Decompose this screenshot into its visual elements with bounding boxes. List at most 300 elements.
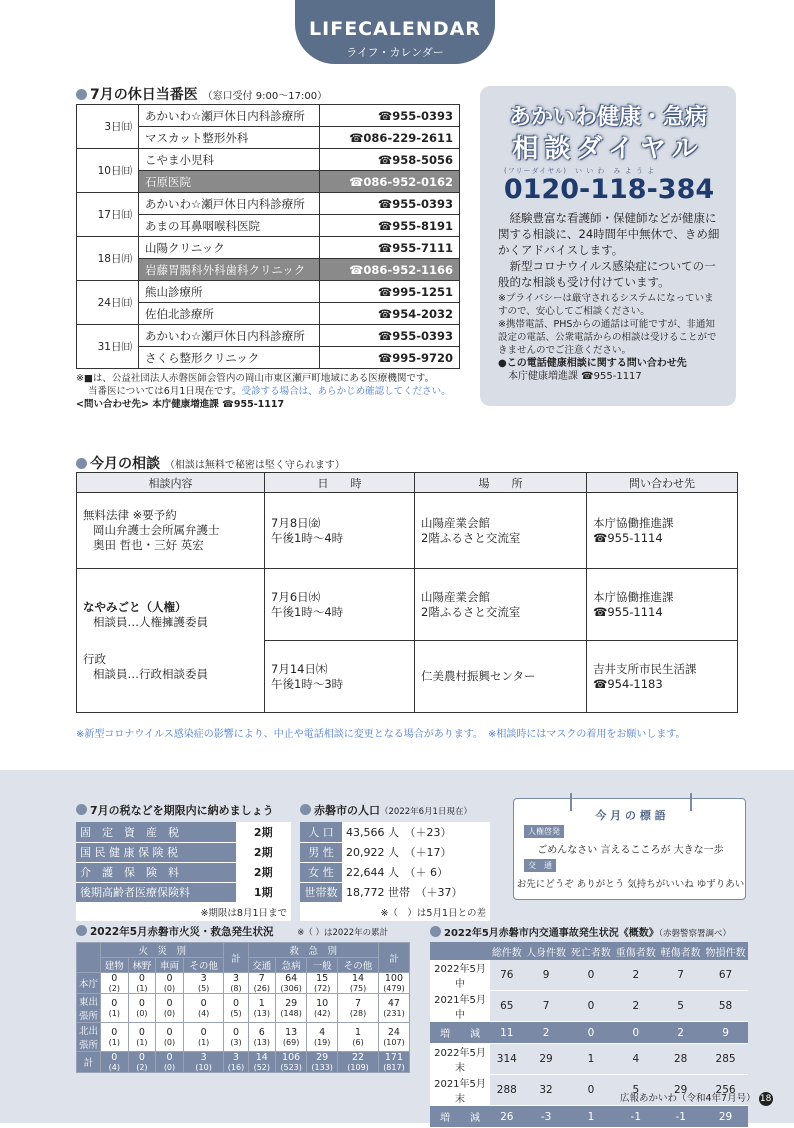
dial-s3: ●この電話健康相談に関する問い合わせ先 xyxy=(498,358,687,369)
fire-month: 0 xyxy=(166,1052,173,1063)
consult-cell: 山陽産業会館 xyxy=(421,589,490,604)
consult-cell: 本庁協働推進課 xyxy=(593,589,674,604)
page-number: 18 xyxy=(759,1094,772,1104)
fire-month: 47 xyxy=(387,998,400,1009)
traffic-header: 死亡者数 xyxy=(569,942,614,960)
fire-month: 0 xyxy=(111,998,118,1009)
table-row xyxy=(77,493,738,569)
fire-month: 0 xyxy=(111,1027,118,1038)
holiday-clinic: あまの耳鼻咽喉科医院 xyxy=(139,215,320,237)
traffic-cell: -1 xyxy=(658,1106,703,1128)
fire-row-label: 北出張所 xyxy=(77,1023,101,1052)
dial-s1: ※プライバシーは厳守されるシステムになっていますので、安心してご相談ください。 xyxy=(498,293,714,317)
fire-cumulative: (0) xyxy=(163,984,176,993)
fire-month: 106 xyxy=(282,1052,301,1063)
fire-month: 0 xyxy=(138,973,145,984)
pop-label: 世帯数 xyxy=(300,882,342,902)
fire-cumulative: (109) xyxy=(347,1063,369,1072)
traffic-row-label: 2022年5月末 xyxy=(430,1044,490,1075)
fire-month: 0 xyxy=(138,998,145,1009)
fire-cell xyxy=(128,1023,156,1052)
holiday-date: 3日㈰ xyxy=(77,105,139,149)
slogan-box xyxy=(513,798,746,900)
fire-cell xyxy=(378,973,409,994)
fire-cumulative: (28) xyxy=(349,1009,367,1018)
fire-col: 林野 xyxy=(128,958,156,973)
table-row xyxy=(77,973,410,994)
fire-col: 一般 xyxy=(307,958,338,973)
pop-title: 赤磐市の人口 xyxy=(314,804,380,817)
traffic-cell: 2 xyxy=(613,960,658,991)
traffic-cell: 314 xyxy=(490,1044,524,1075)
traffic-cell: 76 xyxy=(490,960,524,991)
fire-col: その他 xyxy=(338,958,379,973)
fire-month: 0 xyxy=(200,1027,207,1038)
consult-cell: 仁美農村振興センター xyxy=(421,669,536,683)
traffic-cell: -3 xyxy=(524,1106,569,1128)
fire-cumulative: (0) xyxy=(163,1009,176,1018)
fire-month: 13 xyxy=(285,1027,298,1038)
holiday-heading xyxy=(76,84,327,104)
fire-cell xyxy=(183,973,224,994)
traffic-cell: 2 xyxy=(658,1022,703,1044)
dial-body1: 経験豊富な看護師・保健師などが健康に関する相談に、24時間年中無休で、きめ細かくアドバイスします。 xyxy=(498,211,720,257)
fire-month: 0 xyxy=(232,1027,240,1038)
holiday-note2a: 当番医については6月1日現在です。 xyxy=(88,386,242,397)
holiday-date: 10日㈰ xyxy=(77,149,139,193)
fire-cumulative: (52) xyxy=(253,1063,270,1072)
consult-cell: なやみごと（人権） xyxy=(83,599,187,614)
table-row xyxy=(430,1022,748,1044)
table-row xyxy=(77,325,460,347)
table-row xyxy=(76,842,291,862)
fire-month: 29 xyxy=(285,998,298,1009)
consult-cell: 2階ふるさと交流室 xyxy=(421,530,521,545)
tax-item: 介 護 保 険 料 xyxy=(76,862,235,882)
consult-cell: 山陽産業会館 xyxy=(421,515,490,530)
health-dial-box xyxy=(480,86,736,406)
pop-value: 18,772 世帯 （＋37） xyxy=(342,882,490,902)
fire-cumulative: (0) xyxy=(136,1009,148,1018)
fire-row-label: 本庁 xyxy=(77,973,101,994)
fire-title: 2022年5月赤磐市火災・救急発生状況 xyxy=(90,926,274,938)
fire-month: 0 xyxy=(111,973,118,984)
fire-month: 0 xyxy=(111,1052,118,1063)
fire-cumulative: (69) xyxy=(282,1038,300,1047)
fire-cell xyxy=(224,994,248,1023)
table-row xyxy=(300,842,490,862)
fire-month: 7 xyxy=(355,998,362,1009)
traffic-cell: 11 xyxy=(490,1022,524,1044)
fire-cumulative: (0) xyxy=(163,1063,176,1072)
consult-title: 今月の相談 xyxy=(90,456,160,472)
traffic-cell: 29 xyxy=(658,1075,703,1106)
holiday-clinic: さくら整形クリニック xyxy=(139,347,320,369)
traffic-cell: 1 xyxy=(569,1044,614,1075)
fire-month: 14 xyxy=(351,973,365,984)
table-row xyxy=(430,1106,748,1128)
consult-cell: 7月6日㈬ xyxy=(271,589,321,604)
fire-cumulative: (4) xyxy=(197,1009,210,1018)
fire-cell xyxy=(378,1023,409,1052)
fire-cell xyxy=(101,1052,129,1073)
pop-label: 女 性 xyxy=(300,862,342,882)
pop-value: 43,566 人 （＋23） xyxy=(342,822,490,842)
fire-cell xyxy=(128,994,156,1023)
traffic-header: 総件数 xyxy=(490,942,524,960)
fire-cumulative: (523) xyxy=(280,1063,302,1072)
fire-month: 15 xyxy=(316,973,329,984)
header-title: LIFECALENDAR xyxy=(309,18,481,40)
fire-cell xyxy=(101,994,129,1023)
fire-cell xyxy=(276,994,307,1023)
traffic-row-label: 2022年5月中 xyxy=(430,960,490,991)
fire-cumulative: (1) xyxy=(136,1038,148,1047)
bullet-icon xyxy=(76,925,87,936)
fire-cumulative: (5) xyxy=(197,984,210,993)
fire-month: 29 xyxy=(316,1052,329,1063)
fire-cumulative: (6) xyxy=(352,1038,364,1047)
fire-box xyxy=(76,924,410,1073)
traffic-cell: -1 xyxy=(613,1106,658,1128)
traffic-row-label: 増 減 xyxy=(430,1106,490,1128)
consult-cell: 相談員…行政相談委員 xyxy=(93,666,208,681)
pop-note: ※（ ）は5月1日との差 xyxy=(300,903,490,921)
fire-cell xyxy=(276,1023,307,1052)
fire-month: 171 xyxy=(384,1052,404,1063)
dial-s4: 本庁健康増進課 ☎955-1117 xyxy=(508,371,642,382)
fire-cell xyxy=(338,1023,379,1052)
fire-total-head: 計 xyxy=(378,943,409,973)
fire-cumulative: (1) xyxy=(136,984,148,993)
tax-period: 1期 xyxy=(235,882,291,902)
dial-body xyxy=(498,210,723,290)
consult-cell: 岡山弁護士会所属弁護士 xyxy=(93,523,220,537)
consult-cell: ☎954-1183 xyxy=(593,676,663,691)
dial-title2: 相談ダイヤル xyxy=(512,134,704,164)
table-row xyxy=(77,193,460,215)
fire-month: 3 xyxy=(232,973,240,984)
fire-cumulative: (26) xyxy=(253,984,270,993)
table-row xyxy=(76,862,291,882)
fire-cell xyxy=(224,1023,248,1052)
table-row xyxy=(300,862,490,882)
slogan-text: お先にどうぞ ありがとう 気持ちがいいね ゆずりあい xyxy=(516,879,745,890)
table-row xyxy=(430,991,748,1022)
holiday-phone: ☎086-952-0162 xyxy=(320,171,460,193)
fire-month: 0 xyxy=(166,973,173,984)
traffic-cell: 1 xyxy=(569,1106,614,1128)
fire-cell xyxy=(307,1052,338,1073)
consult-cell: 本庁協働推進課 xyxy=(593,515,674,530)
pop-table xyxy=(300,822,490,903)
fire-cell xyxy=(183,994,224,1023)
tax-box xyxy=(76,802,291,921)
traffic-cell: 26 xyxy=(490,1106,524,1128)
fire-cumulative: (133) xyxy=(311,1063,333,1072)
consult-heading xyxy=(76,453,345,473)
fire-month: 22 xyxy=(351,1052,365,1063)
table-row xyxy=(76,882,291,902)
footer-text: 広報あかいわ（令和4年7月号） xyxy=(620,1093,756,1104)
dial-number: 0120-118-384 xyxy=(503,174,715,205)
pop-date: （2022年6月1日現在） xyxy=(380,807,472,817)
fire-cell xyxy=(338,973,379,994)
fire-month: 3 xyxy=(200,973,207,984)
fire-month: 100 xyxy=(384,973,404,984)
holiday-phone: ☎955-0393 xyxy=(320,105,460,127)
fire-col: 建物 xyxy=(101,958,129,973)
consult-cell: ☎955-1114 xyxy=(593,530,663,545)
consult-header: 日 時 xyxy=(265,473,415,493)
tax-note: ※期限は8月1日まで xyxy=(76,903,291,921)
fire-cumulative: (2) xyxy=(108,984,120,993)
consult-header: 問い合わせ先 xyxy=(587,473,738,493)
fire-cell xyxy=(248,1052,276,1073)
holiday-clinic: 佐伯北診療所 xyxy=(139,303,320,325)
traffic-cell: 0 xyxy=(569,991,614,1022)
table-row xyxy=(77,237,460,259)
fire-cell xyxy=(338,994,379,1023)
dial-ruby: (フリーダイヤル) い い わ み よ う よ xyxy=(504,167,656,175)
traffic-cell: 67 xyxy=(703,960,748,991)
holiday-note: （窓口受付 9:00～17:00） xyxy=(202,91,328,102)
traffic-cell: 28 xyxy=(658,1044,703,1075)
tax-table xyxy=(76,822,291,903)
consult-footnote: ※新型コロナウイルス感染症の影響により、中止や電話相談に変更となる場合があります。 ※相談時にはマスクの着用をお願いします。 xyxy=(76,729,686,740)
holiday-title: 7月の休日当番医 xyxy=(90,87,198,103)
fire-cumulative: (1) xyxy=(108,1038,120,1047)
fire-cumulative: (1) xyxy=(197,1038,210,1047)
fire-month: 3 xyxy=(200,1052,207,1063)
fire-cell xyxy=(128,1052,156,1073)
population-box xyxy=(300,802,490,921)
holiday-clinic: 山陽クリニック xyxy=(139,237,320,259)
traffic-cell: 32 xyxy=(524,1075,569,1106)
consult-cell: 7月14日㈭ xyxy=(271,661,328,676)
traffic-cell: 288 xyxy=(490,1075,524,1106)
traffic-cell: 65 xyxy=(490,991,524,1022)
fire-cumulative: (479) xyxy=(383,984,405,993)
fire-month: 64 xyxy=(285,973,298,984)
holiday-date: 17日㈰ xyxy=(77,193,139,237)
slogan-title: 今 月 の 標 語 xyxy=(595,809,666,822)
fire-month: 3 xyxy=(232,1052,240,1063)
fire-table xyxy=(76,942,410,1073)
traffic-cell: 9 xyxy=(703,1022,748,1044)
table-row xyxy=(76,822,291,842)
holiday-contact: <問い合わせ先> 本庁健康増進課 ☎955-1117 xyxy=(76,399,285,410)
traffic-cell: 0 xyxy=(569,960,614,991)
fire-row-label: 計 xyxy=(77,1052,101,1073)
slogan-category: 人権啓発 xyxy=(524,825,564,838)
fire-cell xyxy=(248,1023,276,1052)
consult-cell: 無料法律 ※要予約 xyxy=(83,508,177,522)
fire-cell xyxy=(183,1023,224,1052)
consult-cell: 行政 xyxy=(83,651,106,666)
consult-header: 相談内容 xyxy=(77,473,265,493)
holiday-clinic: あかいわ☆瀬戸休日内科診療所 xyxy=(139,105,320,127)
traffic-cell: 29 xyxy=(703,1106,748,1128)
traffic-cell: 29 xyxy=(524,1044,569,1075)
traffic-cell: 5 xyxy=(658,991,703,1022)
fire-month: 0 xyxy=(166,1027,173,1038)
traffic-note: （赤磐警察署調べ） xyxy=(658,929,732,939)
dial-s2: ※携帯電話、PHSからの通話は可能ですが、非通知設定の電話、公衆電話からの相談は受けることができませんのでご注意ください。 xyxy=(498,319,717,356)
tax-period: 2期 xyxy=(235,862,291,882)
fire-cell xyxy=(101,973,129,994)
table-row xyxy=(77,994,410,1023)
fire-month: 1 xyxy=(258,998,265,1009)
fire-cumulative: (13) xyxy=(253,1009,270,1018)
consult-cell: 吉井支所市民生活課 xyxy=(593,661,697,676)
pop-value: 20,922 人 （＋17） xyxy=(342,842,490,862)
slogan-category: 交 通 xyxy=(524,859,556,872)
traffic-header: 重傷者数 xyxy=(613,942,658,960)
traffic-cell: 2 xyxy=(613,991,658,1022)
table-row xyxy=(430,960,748,991)
fire-cell xyxy=(156,973,184,994)
bullet-icon xyxy=(430,926,441,937)
fire-cell xyxy=(248,994,276,1023)
consult-cell: 午後1時～4時 xyxy=(271,604,344,619)
holiday-note1: ※■は、公益社団法人赤磐医師会管内の岡山市東区瀬戸町地域にある医療機関です。 xyxy=(76,373,435,384)
holiday-phone: ☎995-1251 xyxy=(320,281,460,303)
fire-month: 14 xyxy=(255,1052,268,1063)
traffic-cell: 0 xyxy=(569,1022,614,1044)
fire-month: 0 xyxy=(138,1052,145,1063)
dial-body2: 新型コロナウイルス感染症についての一般的な相談も受け付けています。 xyxy=(498,259,716,289)
fire-row-label: 東出張所 xyxy=(77,994,101,1023)
holiday-note2b: 受診する場合は、あらかじめ確認してください。 xyxy=(241,386,451,397)
holiday-phone: ☎995-9720 xyxy=(320,347,460,369)
fire-cell xyxy=(183,1052,224,1073)
fire-cumulative: (13) xyxy=(253,1038,270,1047)
fire-cell xyxy=(224,1052,248,1073)
fire-cumulative: (42) xyxy=(313,1009,331,1018)
fire-col: その他 xyxy=(183,958,224,973)
fire-cumulative: (2) xyxy=(136,1063,148,1072)
fire-cumulative: (0) xyxy=(163,1038,176,1047)
fire-cumulative: (3) xyxy=(230,1038,242,1047)
consult-cell: 奥田 哲也・三好 英宏 xyxy=(93,538,204,552)
fire-group: 火 災 別 xyxy=(101,943,224,958)
fire-cell xyxy=(307,994,338,1023)
fire-month: 6 xyxy=(258,1027,265,1038)
fire-cumulative: (10) xyxy=(195,1063,212,1072)
table-row xyxy=(430,1044,748,1075)
fire-cumulative: (107) xyxy=(383,1038,405,1047)
header-tab xyxy=(295,0,495,64)
bullet-icon xyxy=(76,804,87,815)
dial-small xyxy=(498,292,723,383)
holiday-date: 18日㈪ xyxy=(77,237,139,281)
fire-month: 0 xyxy=(232,998,240,1009)
traffic-cell: 285 xyxy=(703,1044,748,1075)
holiday-phone: ☎086-229-2611 xyxy=(320,127,460,149)
fire-cell xyxy=(338,1052,379,1073)
fire-cell xyxy=(248,973,276,994)
fire-month: 24 xyxy=(387,1027,400,1038)
dial-title1: あかいわ健康・急病 xyxy=(508,105,707,130)
fire-cumulative: (75) xyxy=(349,984,367,993)
holiday-phone: ☎955-8191 xyxy=(320,215,460,237)
holiday-phone: ☎955-0393 xyxy=(320,193,460,215)
traffic-cell: 256 xyxy=(703,1075,748,1106)
pop-value: 22,644 人 （＋ 6） xyxy=(342,862,490,882)
fire-col: 車両 xyxy=(156,958,184,973)
pop-label: 人 口 xyxy=(300,822,342,842)
fire-cell xyxy=(224,973,248,994)
holiday-phone: ☎955-7111 xyxy=(320,237,460,259)
fire-cell xyxy=(378,994,409,1023)
holiday-clinic: あかいわ☆瀬戸休日内科診療所 xyxy=(139,325,320,347)
holiday-table xyxy=(76,104,460,369)
fire-cell xyxy=(101,1023,129,1052)
slogan-text: ごめんなさい 言えるこころが 大きな一歩 xyxy=(537,845,724,856)
traffic-cell: 0 xyxy=(613,1022,658,1044)
fire-cumulative: (5) xyxy=(230,1009,242,1018)
table-row xyxy=(300,882,490,902)
fire-cell xyxy=(378,1052,409,1073)
fire-cumulative: (4) xyxy=(108,1063,120,1072)
bullet-icon xyxy=(76,458,87,469)
holiday-clinic: こやま小児科 xyxy=(139,149,320,171)
table-row xyxy=(77,569,738,641)
traffic-header: 軽傷者数 xyxy=(658,942,703,960)
holiday-date: 24日㈰ xyxy=(77,281,139,325)
traffic-cell: 5 xyxy=(613,1075,658,1106)
fire-month: 0 xyxy=(166,998,173,1009)
fire-cell xyxy=(276,973,307,994)
fire-cumulative: (1) xyxy=(108,1009,120,1018)
traffic-row-label: 増 減 xyxy=(430,1022,490,1044)
fire-cumulative: (306) xyxy=(280,984,302,993)
consult-cell: 相談員…人権擁護委員 xyxy=(93,614,208,629)
fire-cell xyxy=(156,994,184,1023)
consult-table xyxy=(76,472,738,713)
fire-total-head: 計 xyxy=(224,943,248,973)
traffic-cell: 7 xyxy=(658,960,703,991)
consult-cell: 午後1時～4時 xyxy=(271,530,344,545)
table-row xyxy=(77,281,460,303)
bullet-icon xyxy=(300,804,311,815)
fire-month: 10 xyxy=(316,998,329,1009)
traffic-cell: 4 xyxy=(613,1044,658,1075)
tax-period: 2期 xyxy=(235,842,291,862)
traffic-title: 2022年5月赤磐市内交通事故発生状況《概数》 xyxy=(444,928,659,939)
fire-month: 4 xyxy=(319,1027,326,1038)
fire-col: 急病 xyxy=(276,958,307,973)
holiday-clinic: 岩藤胃腸科外科歯科クリニック xyxy=(139,259,320,281)
tax-item: 国 民 健 康 保 険 税 xyxy=(76,842,235,862)
fire-cell xyxy=(156,1023,184,1052)
fire-month: 7 xyxy=(258,973,265,984)
holiday-clinic: 石原医院 xyxy=(139,171,320,193)
traffic-header: 人身件数 xyxy=(524,942,569,960)
fire-month: 1 xyxy=(355,1027,362,1038)
fire-note: ※（ ）は2022年の累計 xyxy=(297,928,389,938)
consult-cell: ☎955-1114 xyxy=(593,604,663,619)
footer xyxy=(620,1090,773,1106)
fire-cell xyxy=(128,973,156,994)
table-row xyxy=(77,149,460,171)
pop-label: 男 性 xyxy=(300,842,342,862)
holiday-clinic: 熊山診療所 xyxy=(139,281,320,303)
fire-cumulative: (8) xyxy=(230,984,242,993)
fire-cumulative: (16) xyxy=(227,1063,245,1072)
table-row xyxy=(77,1052,410,1073)
